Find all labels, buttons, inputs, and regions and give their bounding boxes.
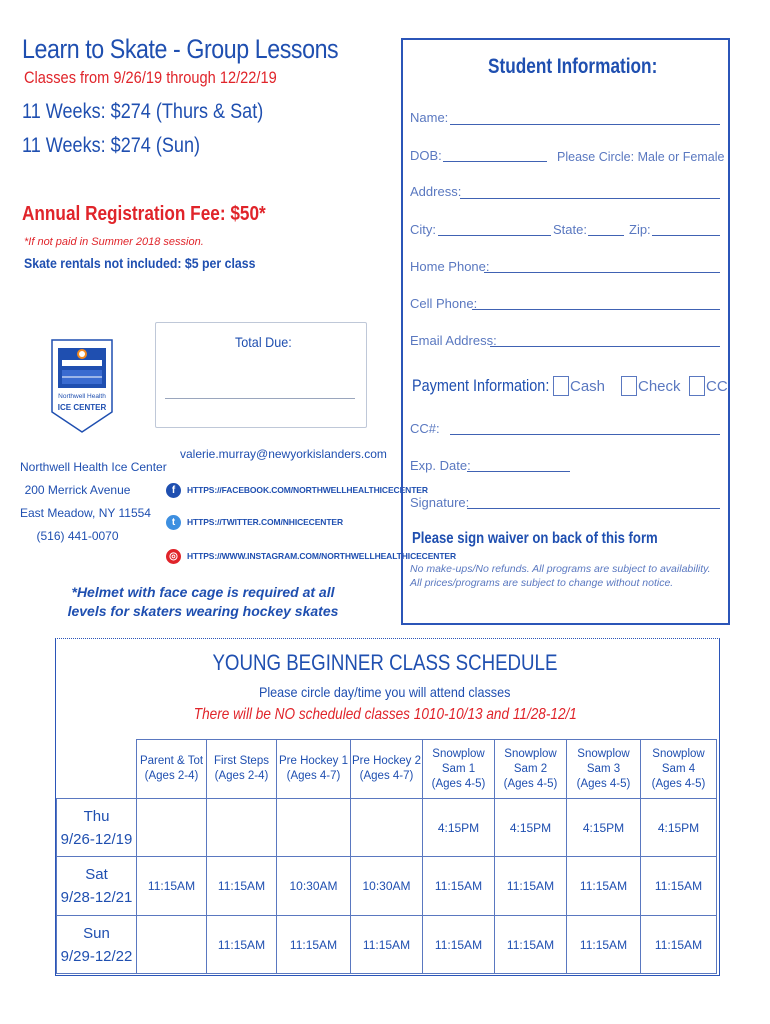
- fee-note: *If not paid in Summer 2018 session.: [24, 236, 204, 248]
- schedule-table: [56, 739, 717, 974]
- address-line-1: Northwell Health Ice Center: [20, 460, 167, 474]
- dob-field[interactable]: [443, 161, 547, 162]
- state-field[interactable]: [588, 235, 624, 236]
- time-cell[interactable]: [207, 799, 277, 857]
- schedule-title: YOUNG BEGINNER CLASS SCHEDULE: [212, 650, 558, 675]
- facebook-link[interactable]: [166, 481, 428, 499]
- schedule-row-thu: [57, 799, 717, 857]
- address-line-3: East Meadow, NY 11554: [20, 506, 151, 520]
- payment-info-title: Payment Information:: [412, 376, 550, 395]
- contact-email[interactable]: valerie.murray@newyorkislanders.com: [180, 447, 387, 461]
- day-cell: Thu 9/26-12/19: [57, 799, 137, 857]
- col-pre-hockey-1: Pre Hockey 1 (Ages 4-7): [277, 740, 351, 799]
- signature-field[interactable]: [467, 508, 720, 509]
- email-field[interactable]: [490, 346, 720, 347]
- time-cell[interactable]: 11:15AM: [495, 916, 567, 974]
- col-parent-tot: Parent & Tot (Ages 2-4): [137, 740, 207, 799]
- col-snowplow-sam-4: Snowplow Sam 4 (Ages 4-5): [641, 740, 717, 799]
- cc-number-field[interactable]: [450, 434, 720, 435]
- time-cell[interactable]: 11:15AM: [641, 857, 717, 916]
- time-cell[interactable]: 11:15AM: [207, 857, 277, 916]
- phone-number: (516) 441-0070: [36, 529, 119, 543]
- col-pre-hockey-2: Pre Hockey 2 (Ages 4-7): [351, 740, 423, 799]
- time-cell[interactable]: 4:15PM: [495, 799, 567, 857]
- cc-label: CC: [706, 378, 728, 395]
- time-cell[interactable]: 11:15AM: [495, 857, 567, 916]
- cc-number-label: CC#:: [410, 421, 440, 436]
- class-dates: Classes from 9/26/19 through 12/22/19: [24, 68, 277, 87]
- cash-checkbox[interactable]: [553, 376, 569, 396]
- helmet-note: *Helmet with face cage is required at all levels for skaters wearing hockey skates: [67, 584, 339, 619]
- address-label: Address:: [410, 184, 462, 199]
- cash-label: Cash: [570, 378, 606, 395]
- gender-label[interactable]: Please Circle: Male or Female: [557, 150, 725, 164]
- time-cell[interactable]: 4:15PM: [567, 799, 641, 857]
- schedule-row-sat: [57, 857, 717, 916]
- instagram-url: HTTPS://WWW.INSTAGRAM.COM/NORTHWELLHEALTHICECENTER: [187, 551, 457, 561]
- city-label: City:: [410, 222, 436, 237]
- col-snowplow-sam-1: Snowplow Sam 1 (Ages 4-5): [423, 740, 495, 799]
- col-snowplow-sam-3: Snowplow Sam 3 (Ages 4-5): [567, 740, 641, 799]
- price-thurs-sat: 11 Weeks: $274 (Thurs & Sat): [22, 100, 264, 123]
- exp-date-field[interactable]: [467, 471, 570, 472]
- student-info-title: Student Information:: [488, 55, 658, 78]
- time-cell[interactable]: 10:30AM: [277, 857, 351, 916]
- check-label: Check: [638, 378, 681, 395]
- address-line-2: 200 Merrick Avenue: [24, 483, 131, 497]
- signature-label: Signature:: [410, 495, 470, 510]
- city-field[interactable]: [438, 235, 551, 236]
- col-first-steps: First Steps (Ages 2-4): [207, 740, 277, 799]
- time-cell[interactable]: 10:30AM: [351, 857, 423, 916]
- page-title: Learn to Skate - Group Lessons: [22, 34, 339, 64]
- total-due-label: Total Due:: [235, 334, 292, 350]
- time-cell[interactable]: 11:15AM: [277, 916, 351, 974]
- time-cell[interactable]: [351, 799, 423, 857]
- facebook-icon: f: [166, 483, 181, 498]
- twitter-icon: t: [166, 515, 181, 530]
- time-cell[interactable]: 11:15AM: [567, 916, 641, 974]
- zip-label: Zip:: [629, 222, 651, 237]
- twitter-url: HTTPS://TWITTER.COM/NHICECENTER: [187, 517, 344, 527]
- zip-field[interactable]: [652, 235, 720, 236]
- logo-line2: ICE CENTER: [57, 403, 107, 412]
- waiver-note: Please sign waiver on back of this form: [412, 530, 658, 547]
- time-cell[interactable]: 11:15AM: [641, 916, 717, 974]
- time-cell[interactable]: 11:15AM: [351, 916, 423, 974]
- dob-label: DOB:: [410, 148, 442, 163]
- home-phone-field[interactable]: [484, 272, 720, 273]
- time-cell[interactable]: 11:15AM: [423, 857, 495, 916]
- time-cell[interactable]: 11:15AM: [567, 857, 641, 916]
- time-cell[interactable]: 11:15AM: [423, 916, 495, 974]
- skate-rentals-note: Skate rentals not included: $5 per class: [24, 255, 256, 271]
- ice-center-logo: [50, 338, 114, 434]
- time-cell[interactable]: 4:15PM: [423, 799, 495, 857]
- time-cell[interactable]: [137, 799, 207, 857]
- refund-disclaimer: No make-ups/No refunds. All programs are subject to availability. All prices/programs are subject to change without notice.: [410, 563, 711, 589]
- schedule-note: There will be NO scheduled classes 1010-10/13 and 11/28-12/1: [193, 706, 577, 723]
- col-snowplow-sam-2: Snowplow Sam 2 (Ages 4-5): [495, 740, 567, 799]
- schedule-row-sun: [57, 916, 717, 974]
- time-cell[interactable]: [137, 916, 207, 974]
- cc-checkbox[interactable]: [689, 376, 705, 396]
- time-cell[interactable]: [277, 799, 351, 857]
- logo-line1: Northwell Health: [58, 393, 106, 400]
- home-phone-label: Home Phone:: [410, 259, 490, 274]
- twitter-link[interactable]: [166, 513, 343, 531]
- schedule-header-row: [57, 740, 717, 799]
- facebook-url: HTTPS://FACEBOOK.COM/NORTHWELLHEALTHICECENTER: [187, 485, 428, 495]
- day-cell: Sun 9/29-12/22: [57, 916, 137, 974]
- cell-phone-label: Cell Phone:: [410, 296, 478, 311]
- name-field[interactable]: [450, 124, 720, 125]
- header-corner: [57, 740, 137, 799]
- schedule-subtitle: Please circle day/time you will attend classes: [259, 684, 511, 700]
- check-checkbox[interactable]: [621, 376, 637, 396]
- email-label: Email Address:: [410, 333, 497, 348]
- total-due-field[interactable]: [165, 398, 355, 399]
- exp-date-label: Exp. Date:: [410, 458, 471, 473]
- price-sun: 11 Weeks: $274 (Sun): [22, 134, 201, 157]
- time-cell[interactable]: 11:15AM: [137, 857, 207, 916]
- time-cell[interactable]: 11:15AM: [207, 916, 277, 974]
- day-cell: Sat 9/28-12/21: [57, 857, 137, 916]
- address-field[interactable]: [460, 198, 720, 199]
- state-label: State:: [553, 222, 587, 237]
- name-label: Name:: [410, 110, 449, 125]
- instagram-icon: ◎: [166, 549, 181, 564]
- registration-fee: Annual Registration Fee: $50*: [22, 203, 266, 225]
- time-cell[interactable]: 4:15PM: [641, 799, 717, 857]
- cell-phone-field[interactable]: [472, 309, 720, 310]
